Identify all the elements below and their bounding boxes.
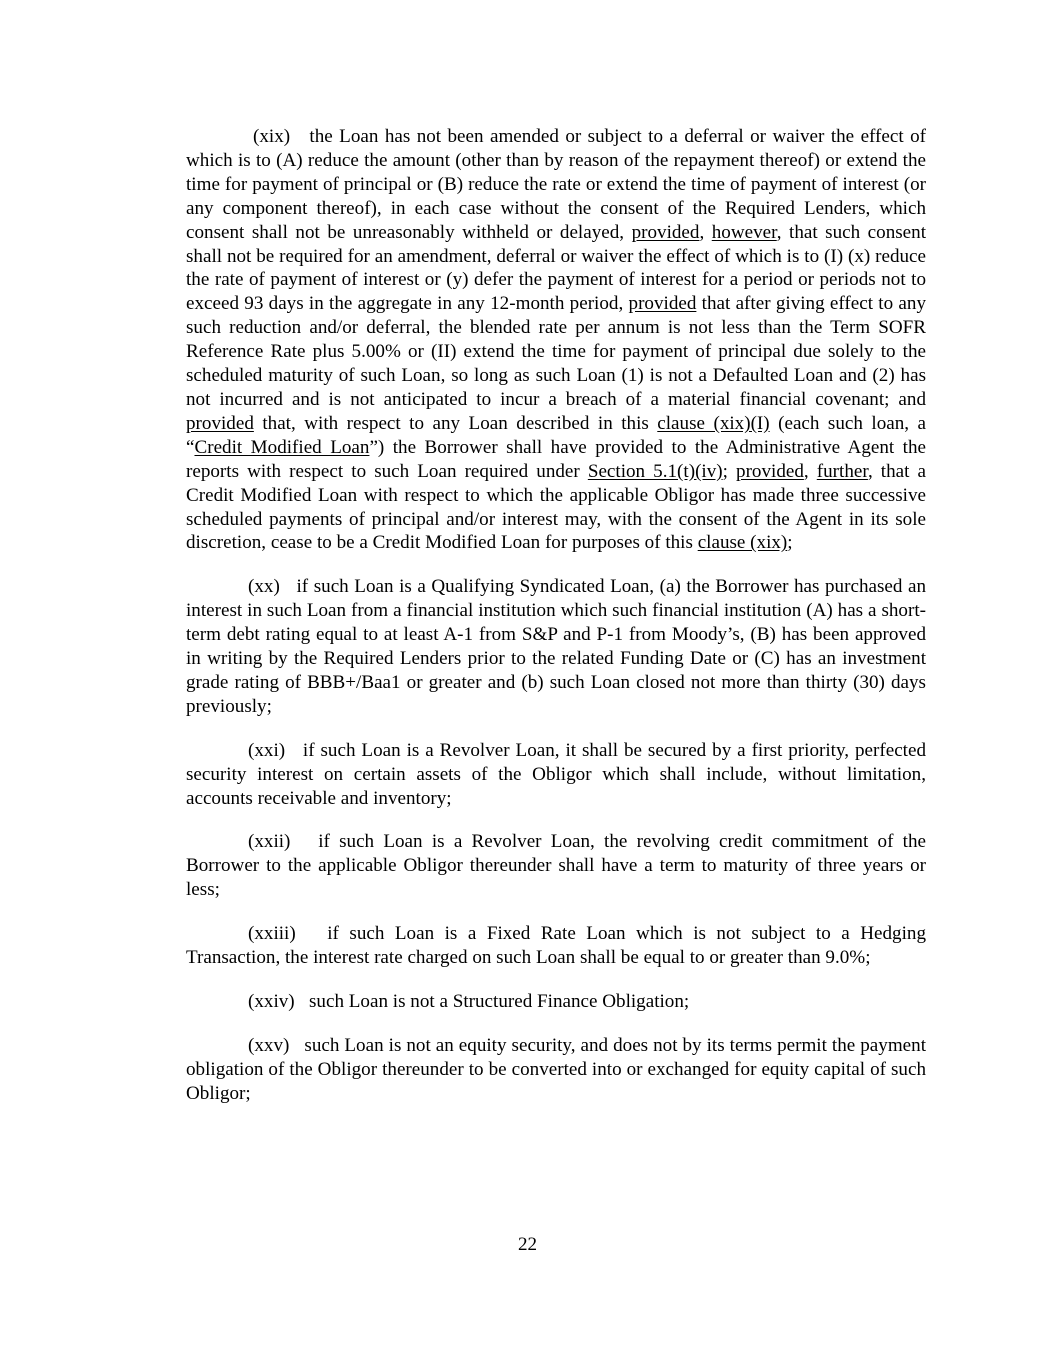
clause-number: (xxiv)	[248, 991, 295, 1012]
clause-text: (each such loan, a “	[186, 412, 926, 458]
clause-text: if such Loan is a Qualifying Syndicated Loan, (a) the Borrower has purchased an interest in such Loan from a financial institution which such financial institution (A) has a short-term debt rating equal to at least A-1 from S&P and P-1 from Moody’s, (B) has been approved in writing by the Required Lenders prior to the related Funding Date or (C) has an investment grade rating of BBB+/Baa1 or greater and (b) such Loan closed not more than thirty (30) days previously;	[186, 576, 926, 717]
clause-text: such Loan is not a Structured Finance Obligation;	[309, 991, 690, 1012]
clause-number: (xx)	[248, 576, 280, 598]
clause-text: such Loan is not an equity security, and does not by its terms permit the payment obligation of the Obligor thereunder to be converted into or exchanged for equity capital of such Obligor;	[186, 1034, 927, 1104]
underlined-term: clause (xix)(I)	[657, 412, 770, 434]
clause-text: if such Loan is a Revolver Loan, it shall be secured by a first priority, perfected security interest on certain assets of the Obligor which shall include, without limitation, accounts receivable and inventory;	[186, 739, 926, 809]
underlined-term: Section 5.1(t)(iv)	[587, 460, 723, 482]
clause-text: the Loan has not been amended or subject to a deferral or waiver the effect of which is to (A) reduce the amount (other than by reason of the repayment thereof) or extend the time for payment of principal or (B) reduce the rate or extend the time of payment of interest (or any component thereof), in each case without the consent of the Required Lenders, which consent shall not be unreasonably withheld or delayed,	[186, 126, 926, 243]
clause-xxi	[186, 739, 926, 811]
clause-number: (xxv)	[248, 1034, 290, 1056]
clause-text: ,	[699, 221, 712, 243]
clause-text: if such Loan is a Revolver Loan, the revolving credit commitment of the Borrower to the applicable Obligor thereunder shall have a term to maturity of three years or less;	[186, 831, 927, 901]
document-body	[186, 125, 926, 1126]
clause-xxv	[186, 1034, 926, 1106]
clause-number: (xxiii)	[248, 923, 296, 945]
clause-text: ;	[722, 460, 737, 482]
clause-text: ,	[803, 460, 817, 482]
clause-xix	[186, 125, 926, 555]
clause-text: that, with respect to any Loan described in this	[253, 412, 658, 434]
clause-text: ”) the Borrower shall have provided to the Administrative Agent the reports with respect to such Loan required under	[186, 436, 926, 482]
underlined-term: however	[711, 221, 777, 243]
clause-xxiii	[186, 922, 926, 970]
clause-number: (xix)	[253, 126, 291, 147]
underlined-term: provided	[631, 221, 700, 243]
clause-text: ;	[787, 532, 793, 554]
clause-text: that after giving effect to any such reduction and/or deferral, the blended rate per annum is not less than the Term SOFR Reference Rate plus 5.00% or (II) extend the time for payment of principal due solely to the scheduled maturity of such Loan, so long as such Loan (1) is not a Defaulted Loan and (2) has not incurred and is not anticipated to incur a breach of a material financial covenant; and	[186, 293, 926, 410]
underlined-term: provided	[628, 293, 697, 315]
page-number: 22	[517, 1234, 538, 1255]
clause-xx	[186, 575, 926, 718]
underlined-term: provided	[186, 412, 254, 434]
clause-text: , that a Credit Modified Loan with respect to which the applicable Obligor has made three successive scheduled payments of principal and/or interest may, with the consent of the Agent in its sole discretion, cease to be a Credit Modified Loan for purposes of this	[186, 460, 926, 554]
clause-number: (xxii)	[248, 831, 291, 853]
clause-number: (xxi)	[248, 739, 286, 761]
underlined-term: further	[816, 460, 868, 482]
clause-text: , that such consent shall not be required for an amendment, deferral or waiver the effect of which is to (I) (x) reduce the rate of payment of interest or (y) defer the payment of interest for a period or periods not to exceed 93 days in the aggregate in any 12-month period,	[186, 221, 926, 315]
clause-text: if such Loan is a Fixed Rate Loan which is not subject to a Hedging Transaction, the interest rate charged on such Loan shall be equal to or greater than 9.0%;	[186, 923, 926, 969]
underlined-term: provided	[736, 460, 804, 482]
clause-xxiv	[186, 990, 926, 1014]
underlined-term: clause (xix)	[697, 532, 788, 554]
underlined-term: Credit Modified Loan	[194, 436, 370, 458]
clause-xxii	[186, 830, 926, 902]
